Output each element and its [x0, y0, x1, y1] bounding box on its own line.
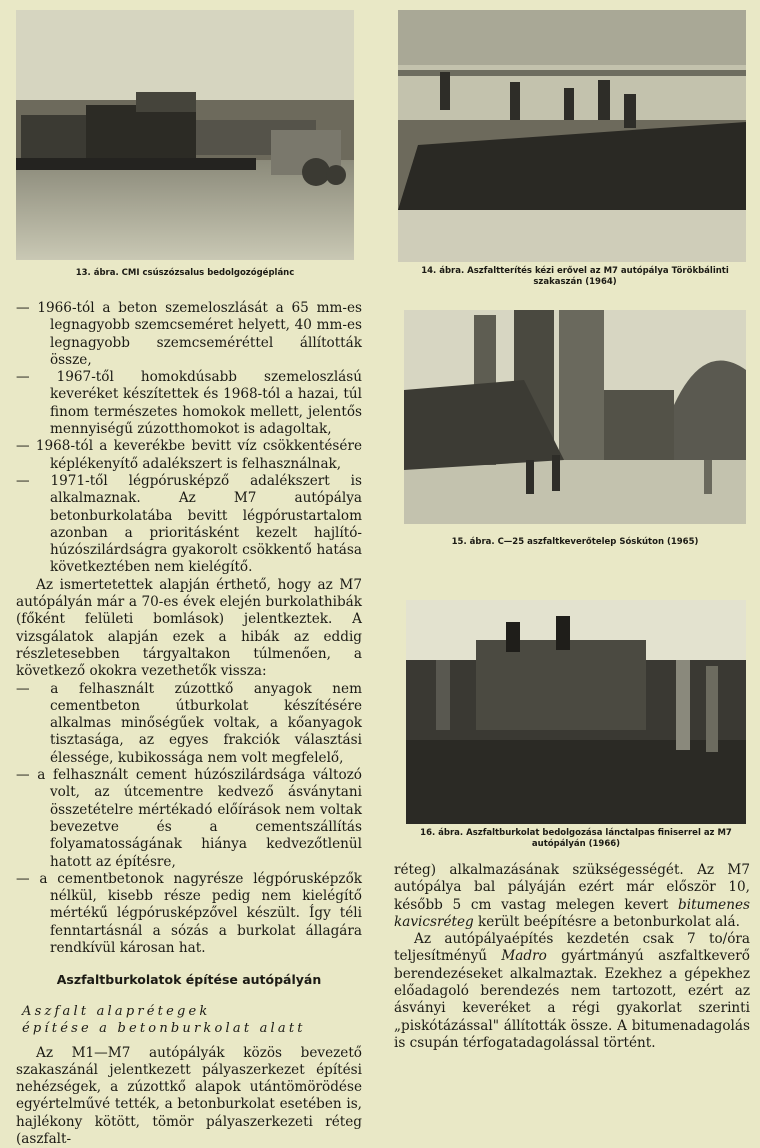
list-item: — 1971-től légpórusképző adalékszert is alkalmaznak. Az M7 autópálya betonburkolatába bevitt légpórustartalom azonban a prioritásként kezelt hajlító-húzószilárdságra gyakorolt csökkentő hatása következtében nem kielégítő. — [16, 472, 362, 576]
paragraph — [394, 862, 750, 931]
paragraph-text: Az autópályaépítés kezdetén csak 7 to/óra teljesítményű — [394, 931, 750, 965]
figure-14-photo — [398, 10, 746, 262]
emphasis-text: bitumenes kavicsréteg — [394, 896, 750, 930]
list-item: — 1968-tól a keverékbe bevitt víz csökkentésére képlékenyítő adalékszert is felhasználnak, — [16, 438, 362, 472]
left-text-column — [16, 300, 362, 1148]
paragraph: Az M1—M7 autópályák közös bevezető szakaszánál jelentkezett pályaszerkezet építési nehézségek, a zúzottkő alapok utántömörödése egyértelművé tették, a betonburkolat esetében is, hajlékony kötött, tömör pályaszerkezeti réteg (aszfalt- — [16, 1044, 362, 1148]
paragraph-text: gyártmányú aszfaltkeverő berendezéseket alkalmaztak. Ezekhez a gépekhez előadagoló berendezés nem tartozott, ezért az ásványi keveréket a régi gyakorlat szerinti „piskótázással" állították össze. A bitumenadagolás is csupán térfogatadagolással történt. — [394, 948, 750, 1051]
paragraph-text: került beépítésre a betonburkolat alá. — [473, 913, 740, 930]
paragraph-text: réteg) alkalmazásának szükségességét. Az M7 autópálya bal pályáján ezért már először 10, később 5 cm vastag melegen kevert — [394, 862, 750, 913]
section-title: Aszfaltburkolatok építése autópályán — [56, 972, 322, 988]
figure-14-caption: 14. ábra. Aszfaltterítés kézi erővel az M7 autópálya Törökbálinti szakaszán (1964) — [421, 266, 729, 287]
subheading-line-2: építése a betonburkolat alatt — [22, 1020, 306, 1036]
figure-16-photo — [406, 600, 746, 824]
emphasis-text: Madro — [501, 948, 547, 965]
list-item: — 1967-től homokdúsabb szemeloszlású keveréket készítettek és 1968-tól a hazai, túl finom természetes homokok mellett, jelentős mennyiségű zúzotthomokot is adagoltak, — [16, 369, 362, 438]
list-item: — a felhasznált cement húzószilárdsága változó volt, az útcementre kedvező ásványtani összetételre mértékadó előírások nem voltak bevezetve és a cementszállítás folyamatosságának hiánya kedvezőtlenül hatott az építésre, — [16, 767, 362, 870]
paragraph: Az ismertetettek alapján érthető, hogy az M7 autópályán már a 70-es évek elején burkolathibák (főként felületi bomlások) jelentkeztek. A vizsgálatok alapján ezek a hibák az eddig részletesebben tárgyaltakon túlmenően, a következő okokra vezethetők vissza: — [16, 576, 362, 680]
figure-15-caption: 15. ábra. C—25 aszfaltkeverőtelep Sóskúton (1965) — [451, 537, 699, 547]
figure-13-caption: 13. ábra. CMI csúszózsalus bedolgozógéplánc — [75, 268, 295, 278]
figure-16-caption: 16. ábra. Aszfaltburkolat bedolgozása lánctalpas finiserrel az M7 autópályán (1966) — [420, 828, 732, 849]
subheading-line-1: Aszfalt alaprétegek — [22, 1003, 211, 1019]
list-item: — a cementbetonok nagyrésze légpórusképzők nélkül, kisebb része pedig nem kielégítő mértékű légpórusképzővel készült. Így téli fenntartásnál a sózás a burkolat állagára rendkívül károsan hat. — [16, 870, 362, 956]
list-item: — a felhasznált zúzottkő anyagok nem cementbeton útburkolat készítésére alkalmas minőségűek voltak, a kőanyagok tisztasága, az egyes frakciók választási élessége, kubikossága nem volt megfelelő, — [16, 680, 362, 766]
paragraph — [394, 931, 750, 1052]
figure-13-photo — [16, 10, 354, 260]
subheading — [22, 1003, 362, 1037]
list-item: — 1966-tól a beton szemeloszlását a 65 mm-es legnagyobb szemcseméret helyett, 40 mm-es legnagyobb szemcseméréttel állították össze, — [16, 300, 362, 368]
right-text-column — [394, 862, 750, 1052]
figure-15-photo — [404, 310, 746, 524]
